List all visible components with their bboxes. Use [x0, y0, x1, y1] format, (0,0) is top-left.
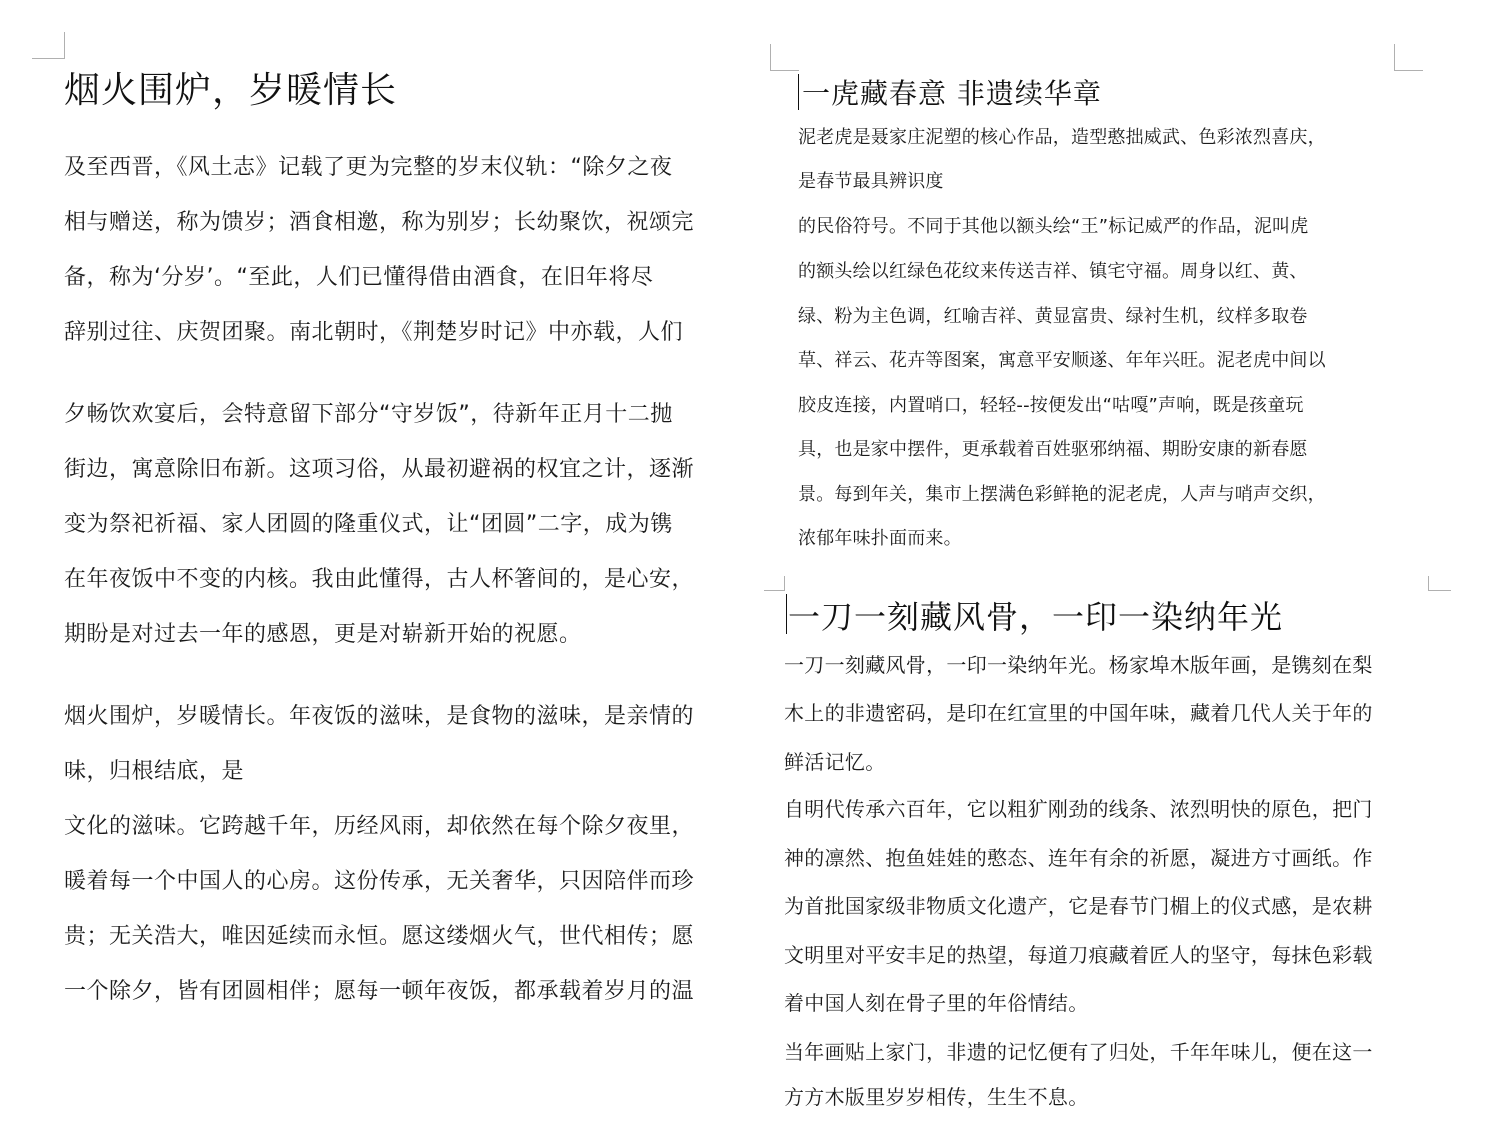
paragraph-line: 为首批国家级非物质文化遗产，它是春节门楣上的仪式感，是农耕 — [784, 894, 1373, 918]
paragraph-line: 木上的非遗密码，是印在红宣里的中国年味，藏着几代人关于年的 — [784, 701, 1373, 725]
paragraph-line: 胶皮连接，内置哨口，轻轻--按便发出“咕嘎”声响，既是孩童玩 — [798, 395, 1304, 416]
paragraph-line: 备，称为‘分岁’。“至此，人们已懂得借由酒食，在旧年将尽 — [64, 265, 654, 290]
paragraph-line: 文化的滋味。它跨越千年，历经风雨，却依然在每个除夕夜里， — [64, 814, 695, 839]
paragraph-line: 着中国人刻在骨子里的年俗情结。 — [784, 991, 1089, 1015]
paragraph-line: 鲜活记忆。 — [784, 750, 886, 774]
paragraph-line: 自明代传承六百年，它以粗犷刚劲的线条、浓烈明快的原色，把门 — [784, 797, 1373, 821]
paragraph-line: 的民俗符号。不同于其他以额头绘“王”标记威严的作品，泥叫虎 — [798, 216, 1309, 237]
paragraph-line: 的额头绘以红绿色花纹来传送吉祥、镇宅守福。周身以红、黄、 — [798, 261, 1308, 282]
right-top-page[interactable] — [798, 70, 1418, 560]
paragraph-line: 街边，寓意除旧布新。这项习俗，从最初避祸的权宜之计，逐渐 — [64, 457, 695, 482]
paragraph-line: 神的凛然、抱鱼娃娃的憨态、连年有余的祈愿，凝进方寸画纸。作 — [784, 846, 1373, 870]
paragraph-line: 一刀一刻藏风骨，一印一染纳年光。杨家埠木版年画，是镌刻在梨 — [784, 653, 1373, 677]
paragraph-line: 文明里对平安丰足的热望，每道刀痕藏着匠人的坚守，每抹色彩载 — [784, 943, 1373, 967]
page-corner-mark — [1394, 44, 1423, 71]
paragraph-line: 在年夜饭中不变的内核。我由此懂得，古人杯箸间的，是心安， — [64, 567, 695, 592]
paragraph-line: 一个除夕，皆有团圆相伴；愿每一顿年夜饭，都承载着岁月的温 — [64, 979, 695, 1004]
page-corner-mark — [1428, 576, 1451, 591]
paragraph-line: 相与赠送，称为馈岁；酒食相邀，称为别岁；长幼聚饮，祝颂完 — [64, 210, 695, 235]
paragraph-line: 具，也是家中摆件，更承载着百姓驱邪纳福、期盼安康的新春愿 — [798, 439, 1308, 460]
paragraph-line: 烟火围炉，岁暖情长。年夜饭的滋味，是食物的滋味，是亲情的 — [64, 704, 695, 729]
page-corner-mark — [770, 44, 799, 71]
left-page[interactable] — [64, 60, 736, 1100]
paragraph-line: 暖着每一个中国人的心房。这份传承，无关奢华，只因陪伴而珍 — [64, 869, 695, 894]
paragraph-line: 及至西晋，《风土志》记载了更为完整的岁末仪轨：“除夕之夜 — [64, 155, 673, 180]
page-title: 一刀一刻藏风骨，一印一染纳年光 — [788, 598, 1284, 636]
paragraph-line: 浓郁年味扑面而来。 — [798, 528, 962, 549]
paragraph-line: 泥老虎是聂家庄泥塑的核心作品，造型憨拙威武、色彩浓烈喜庆， — [798, 127, 1326, 148]
paragraph-line: 期盼是对过去一年的感恩，更是对崭新开始的祝愿。 — [64, 622, 582, 647]
paragraph-line: 辞别过往、庆贺团聚。南北朝时，《荆楚岁时记》中亦载，人们 — [64, 320, 684, 345]
page-title: 一虎藏春意 非遗续华章 — [802, 77, 1102, 110]
paragraph-line: 景。每到年关，集市上摆满色彩鲜艳的泥老虎，人声与哨声交织， — [798, 484, 1326, 505]
paragraph-line: 变为祭祀祈福、家人团圆的隆重仪式，让“团圆”二字，成为镌 — [64, 512, 673, 537]
page-corner-mark — [764, 576, 785, 591]
paragraph-line: 是春节最具辨识度 — [798, 171, 944, 192]
paragraph-line: 夕畅饮欢宴后，会特意留下部分“守岁饭”，待新年正月十二抛 — [64, 402, 673, 427]
paragraph-line: 方方木版里岁岁相传，生生不息。 — [784, 1085, 1089, 1109]
paragraph-line: 绿、粉为主色调，红喻吉祥、黄显富贵、绿衬生机，纹样多取卷 — [798, 306, 1308, 327]
page-title: 烟火围炉，岁暖情长 — [64, 70, 398, 111]
paragraph-line: 当年画贴上家门，非遗的记忆便有了归处，千年年味儿，便在这一 — [784, 1040, 1373, 1064]
paragraph-line: 贵；无关浩大，唯因延续而永恒。愿这缕烟火气，世代相传；愿 — [64, 924, 695, 949]
right-bottom-page[interactable] — [784, 590, 1424, 1109]
paragraph-line: 味，归根结底，是 — [64, 759, 245, 784]
page-corner-mark — [32, 32, 65, 59]
paragraph-line: 草、祥云、花卉等图案，寓意平安顺遂、年年兴旺。泥老虎中间以 — [798, 350, 1326, 371]
